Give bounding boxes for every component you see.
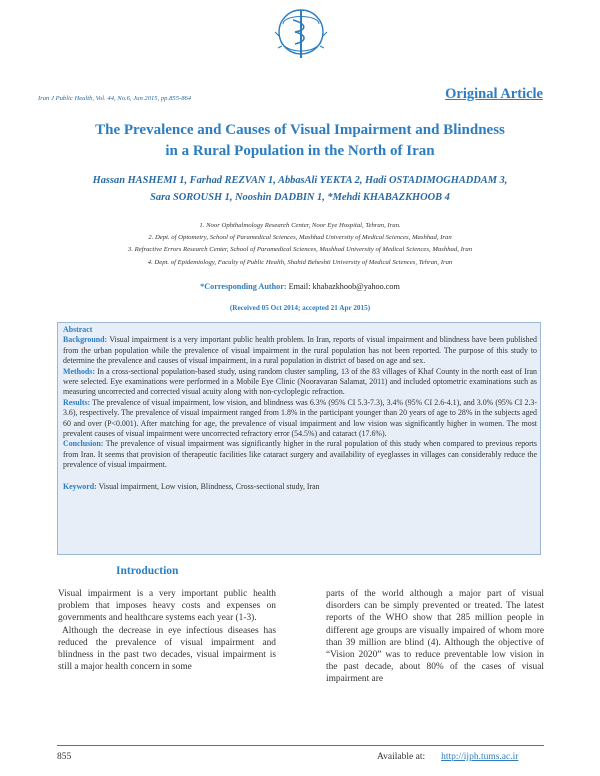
available-label: Available at: — [377, 752, 426, 762]
authors-line: Sara SOROUSH 1, Nooshin DADBIN 1, *Mehdi KHABAZKHOOB 4 — [150, 192, 450, 203]
keywords-label: Keyword: — [63, 481, 97, 491]
corresponding-label: *Corresponding Author: — [200, 282, 287, 291]
results-label: Results: — [63, 397, 91, 407]
affiliation-item: 1. Noor Ophthalmology Research Center, Noor Eye Hospital, Tehran, Iran. — [199, 222, 401, 229]
affiliations — [0, 220, 600, 269]
received-dates: (Received 05 Oct 2014; accepted 21 Apr 2015) — [229, 304, 371, 312]
abstract-conclusion — [63, 439, 537, 470]
author-list — [20, 172, 580, 206]
affiliation-item: 4. Dept. of Epidemiology, Faculty of Public Health, Shahid Beheshti University of Medical Sciences, Tehran, Iran — [147, 258, 453, 266]
abstract-keywords — [63, 482, 537, 492]
abstract-results — [63, 398, 537, 440]
journal-reference: Iran J Public Health, Vol. 44, No.6, Jun 2015, pp.855-864 — [38, 95, 192, 102]
abstract-heading: Abstract — [63, 325, 93, 334]
article-type-label: Original Article — [445, 86, 543, 102]
conclusion-label: Conclusion: — [63, 439, 104, 449]
abstract-background — [63, 335, 537, 366]
intro-paragraph: parts of the world although a major part of visual disorders can be simply prevented or treated. The latest reports of the WHO show that 285 million people in different age groups are visually impaired of whom more than 39 million are blind (4). Although the objective of “Vision 2020” was to reduce preventable low vision in the past decade, about 80% of the cases of visual impairment are — [326, 589, 544, 685]
page-number: 855 — [57, 752, 72, 762]
availability — [377, 752, 518, 762]
intro-column-right — [326, 588, 544, 686]
methods-label: Methods: — [63, 366, 95, 376]
background-label: Background: — [63, 335, 108, 345]
journal-logo-icon — [273, 2, 329, 66]
paper-title — [0, 120, 600, 162]
affiliation-item: 3. Refractive Errors Research Center, School of Paramedical Sciences, Mashhad University of Medical Sciences, Mashhad, Iran — [127, 246, 473, 254]
title-line: in a Rural Population in the North of Iran — [165, 143, 435, 159]
intro-column-left — [58, 588, 276, 673]
methods-text: In a cross-sectional population-based study, using random cluster sampling, 13 of the 83 villages of Khaf County in the north east of Iran were selected. Eye examinations were performed in a Mobile Eye Clinic (Nooravaran Salamat, 2011) and included optometric examinations such as measuring uncorrected and corrected visual acuity along with non-cycloplegic refraction. — [63, 366, 537, 397]
corresponding-author — [0, 282, 600, 291]
title-line: The Prevalence and Causes of Visual Impairment and Blindness — [95, 122, 505, 138]
corresponding-email[interactable]: Email: khabazkhoob@yahoo.com — [286, 282, 400, 291]
background-text: Visual impairment is a very important public health problem. In Iran, reports of visual impairment and blindness have been published from the urban population while the prevalence of visual impairment in the rural population has not been reported. The purpose of this study to determine the prevalence and causes of visual impairment, in a rural population in district of based on age and sex. — [63, 335, 537, 366]
introduction-heading: Introduction — [116, 565, 179, 577]
intro-paragraph: Although the decrease in eye infectious diseases has reduced the prevalence of visual impairment and blindness in the past two decades, visual impairment is still a major health concern in some — [58, 625, 276, 673]
conclusion-text: The prevalence of visual impairment was significantly higher in the rural population of this study when compared to previous reports from Iran. It seems that provision of therapeutic facilities like cataract surgery and availability of eyeglasses in villages can considerably reduce the prevalence of visual impairment. — [63, 439, 537, 470]
footer-rule — [57, 745, 544, 746]
affiliation-item: 2. Dept. of Optometry, School of Paramedical Sciences, Mashhad University of Medical Sciences, Mashhad, Iran — [148, 234, 452, 242]
intro-paragraph: Visual impairment is a very important public health problem that imposes heavy costs and expenses on governments and healthcare systems each year (1-3). — [58, 589, 276, 624]
abstract-content — [63, 325, 537, 492]
authors-line: Hassan HASHEMI 1, Farhad REZVAN 1, AbbasAli YEKTA 2, Hadi OSTADIMOGHADDAM 3, — [92, 175, 508, 186]
results-text: The prevalence of visual impairment, low vision, and blindness was 6.3% (95% CI 5.3-7.3), 3.4% (95% CI 2.6-4.1), and 3.0% (95% CI 2.3-3.6), respectively. The prevalence of visual impairment ranged from 1.8% in the participant younger than 20 years of age to 28% in the subjects aged 60 and over (P<0.001). After matching for age, the prevalence of visual impairment and low vision was significantly higher in women. The most prevalent causes of visual impairment were uncorrected refractory error (54.5%) and cataract (17.6%). — [63, 397, 537, 439]
journal-url-link[interactable]: http://ijph.tums.ac.ir — [441, 752, 519, 762]
abstract-methods — [63, 367, 537, 398]
keywords-text: Visual impairment, Low vision, Blindness, Cross-sectional study, Iran — [96, 481, 320, 491]
